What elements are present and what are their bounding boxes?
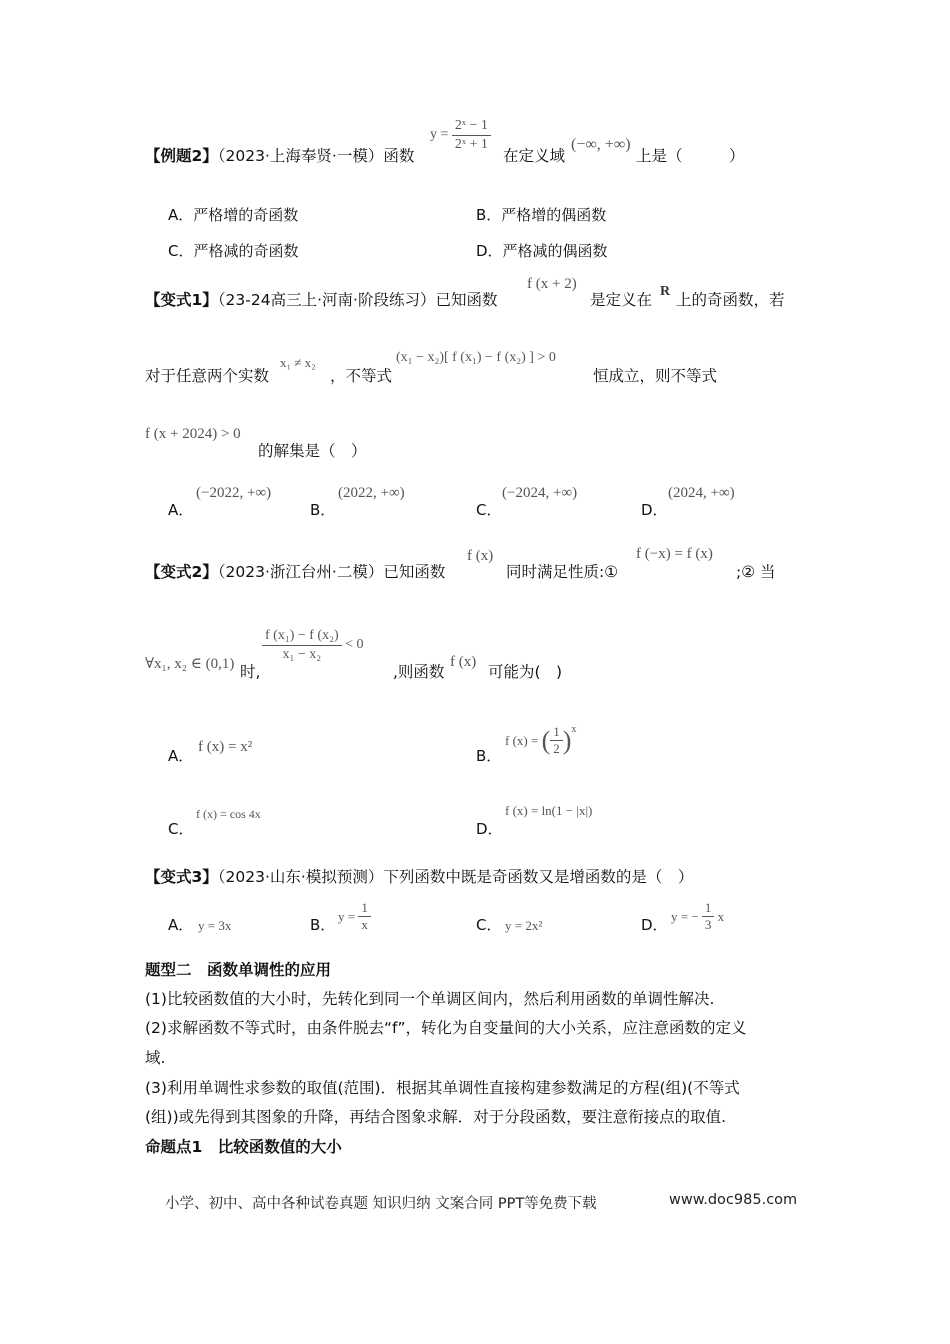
variant3-option-c-label[interactable]: C．: [476, 916, 502, 934]
variant1-source: （23-24高三上·河南·阶段练习）已知函数: [217, 291, 498, 309]
variant2-when: 时,: [240, 663, 261, 681]
variant1-option-d-label[interactable]: D．: [641, 501, 668, 519]
section-p3a: (3)利用单调性求参数的取值(范围)．根据其单调性直接构建参数满足的方程(组)(不等式: [145, 1079, 740, 1097]
variant1-f-expr: f (x + 2): [527, 276, 577, 292]
variant2-option-c-label[interactable]: C．: [168, 820, 194, 838]
variant3-option-d[interactable]: y = − $\frac{1}{3}$ x: [671, 900, 725, 933]
variant1-option-a[interactable]: (−2022, +∞): [196, 485, 272, 501]
variant3-source: （2023·山东·模拟预测）下列函数中既是奇函数又是增函数的是（ ）: [217, 868, 694, 886]
variant3-option-b-label[interactable]: B．: [310, 916, 336, 934]
variant1-option-b-label[interactable]: B．: [310, 501, 336, 519]
variant2-option-a[interactable]: f (x) = x²: [198, 739, 253, 755]
variant2-prop1: f (−x) = f (x): [636, 546, 713, 562]
variant2-source: （2023·浙江台州·二模）已知函数: [217, 563, 446, 581]
variant3-option-a-label[interactable]: A．: [168, 916, 194, 934]
variant2-option-d[interactable]: f (x) = ln(1 − |x|): [505, 803, 593, 818]
variant1-line2a: 对于任意两个实数: [145, 367, 270, 385]
variant1-ineq2: f (x + 2024) > 0: [145, 426, 241, 442]
section-p2a: (2)求解函数不等式时，由条件脱去“f”，转化为自变量间的大小关系，应注意函数的定义: [145, 1019, 747, 1037]
variant1-cond: x₁ ≠ x₂: [280, 355, 316, 370]
example2-option-a[interactable]: A．严格增的奇函数: [168, 206, 299, 224]
variant2-option-d-label[interactable]: D．: [476, 820, 503, 838]
variant2-line1: [145, 560, 445, 582]
variant1-option-b[interactable]: (2022, +∞): [338, 485, 405, 501]
section-p1: (1)比较函数值的大小时，先转化到同一个单调区间内，然后利用函数的单调性解决.: [145, 990, 715, 1008]
variant2-option-b[interactable]: f (x) = ( $\frac{1}{2}$ )$^x$: [505, 724, 577, 757]
variant2-tag: 【变式2】: [145, 563, 218, 581]
variant3-option-c[interactable]: y = 2x²: [505, 918, 543, 933]
variant2-f-x2: f (x): [450, 654, 477, 670]
variant1-option-a-label[interactable]: A．: [168, 501, 194, 519]
section-point: 命题点1 比较函数值的大小: [145, 1138, 342, 1156]
example2-domain: (−∞, +∞): [571, 136, 631, 153]
example2-option-c[interactable]: C．严格减的奇函数: [168, 242, 299, 260]
example2-fraction: $\frac{\text{2ˣ − 1}}{\text{2ˣ + 1}}$: [452, 117, 491, 153]
variant3-line1: [145, 865, 693, 887]
variant1-set-r: R: [660, 284, 671, 299]
variant1-option-c[interactable]: (−2024, +∞): [502, 485, 578, 501]
variant2-text1: 同时满足性质:①: [506, 563, 619, 581]
example2-source: （2023·上海奉贤·一模）函数: [217, 147, 415, 165]
variant1-option-c-label[interactable]: C．: [476, 501, 502, 519]
variant1-line1: [145, 288, 497, 310]
variant1-line2c: 恒成立，则不等式: [593, 367, 718, 385]
variant3-option-a[interactable]: y = 3x: [198, 918, 232, 933]
footer-url[interactable]: www.doc985.com: [669, 1192, 798, 1208]
section-title: 题型二 函数单调性的应用: [145, 961, 332, 979]
example2-option-b[interactable]: B．严格增的偶函数: [476, 206, 607, 224]
example2-line: [145, 144, 414, 166]
variant1-ineq: (x₁ − x₂)[ f (x₁) − f (x₂) ] > 0: [396, 350, 556, 365]
section-p2b: 域.: [145, 1049, 166, 1067]
variant1-line2b: ，不等式: [330, 367, 393, 385]
variant2-option-c[interactable]: f (x) = cos 4x: [196, 807, 261, 821]
variant2-text2: ;② 当: [736, 563, 776, 581]
variant1-line3: 的解集是（ ）: [258, 442, 367, 460]
variant2-option-a-label[interactable]: A．: [168, 747, 194, 765]
variant3-tag: 【变式3】: [145, 868, 218, 886]
variant2-f-x: f (x): [467, 548, 494, 564]
variant2-text4: 可能为( ): [488, 663, 563, 681]
variant3-option-b[interactable]: y = $\frac{1}{x}$: [338, 900, 371, 934]
variant2-forall: ∀x₁, x₂ ∈ (0,1): [145, 656, 235, 672]
variant2-text3: ,则函数: [393, 663, 445, 681]
variant2-option-b-label[interactable]: B．: [476, 747, 502, 765]
footer-text: 小学、初中、高中各种试卷真题 知识归纳 文案合同 PPT等免费下载: [165, 1196, 597, 1212]
variant1-text1: 是定义在: [590, 291, 653, 309]
variant1-tag: 【变式1】: [145, 291, 218, 309]
example2-option-d[interactable]: D．严格减的偶函数: [476, 242, 608, 260]
example2-text-mid: 在定义域: [503, 147, 566, 165]
variant3-option-d-label[interactable]: D．: [641, 916, 668, 934]
section-p3b: (组))或先得到其图象的升降，再结合图象求解．对于分段函数，要注意衔接点的取值.: [145, 1108, 727, 1126]
example2-formula: y = $\frac{\text{2ˣ − 1}}{\text{2ˣ + 1}}$: [430, 117, 491, 153]
variant1-text2: 上的奇函数，若: [676, 291, 785, 309]
example2-tag: 【例题2】: [145, 147, 218, 165]
variant1-option-d[interactable]: (2024, +∞): [668, 485, 735, 501]
variant2-fraction: $\frac{\text{f (x₁) − f (x₂)}}{\text{x₁ − x₂}}$ < 0: [262, 627, 364, 663]
example2-text-end: 上是（ ）: [636, 147, 745, 165]
